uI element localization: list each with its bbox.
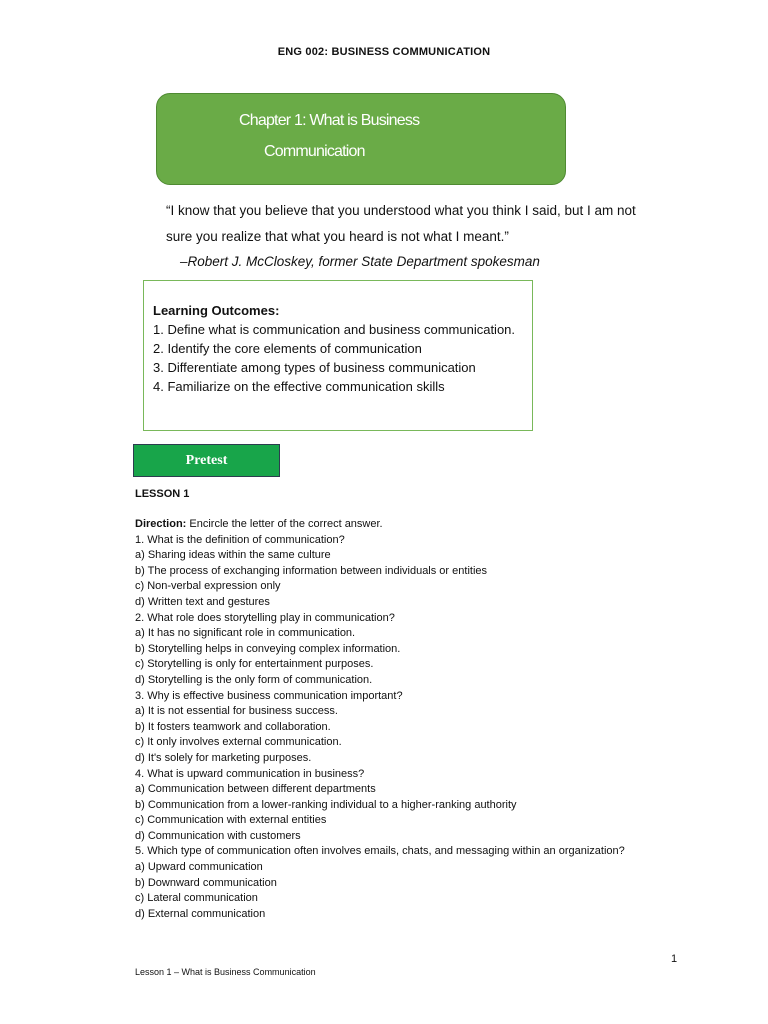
- answer-option: a) Communication between different departments: [135, 783, 376, 796]
- direction-line: [135, 517, 695, 533]
- answer-option: a) It is not essential for business success.: [135, 705, 338, 718]
- answer-option: a) Upward communication: [135, 861, 263, 874]
- pretest-banner: Pretest: [133, 444, 280, 477]
- answer-option: c) Storytelling is only for entertainment purposes.: [135, 658, 374, 671]
- direction-label: Direction:: [135, 518, 187, 530]
- answer-option: d) Communication with customers: [135, 829, 301, 842]
- answer-option: d) Storytelling is the only form of communication.: [135, 673, 373, 686]
- answer-option: c) Non-verbal expression only: [135, 580, 281, 593]
- answer-option: b) It fosters teamwork and collaboration.: [135, 720, 331, 733]
- question-text: 5. Which type of communication often involves emails, chats, and messaging within an organization?: [135, 845, 625, 858]
- answer-option: b) Communication from a lower-ranking individual to a higher-ranking authority: [135, 798, 517, 811]
- answer-option: a) It has no significant role in communication.: [135, 627, 356, 640]
- learning-outcomes-box: [143, 280, 533, 431]
- question-list: [135, 517, 695, 922]
- answer-option: a) Sharing ideas within the same culture: [135, 549, 331, 562]
- epigraph-author: –Robert J. McCloskey, former State Department spokesman: [180, 254, 540, 269]
- question-text: 3. Why is effective business communication important?: [135, 689, 403, 702]
- question-text: 1. What is the definition of communication?: [135, 533, 345, 546]
- answer-option: b) Storytelling helps in conveying complex information.: [135, 642, 401, 655]
- answer-option: d) It's solely for marketing purposes.: [135, 751, 312, 764]
- answer-option: b) The process of exchanging information between individuals or entities: [135, 564, 487, 577]
- epigraph-quote: “I know that you believe that you understood what you think I said, but I am not sure you realize that what you heard is not what I meant.”: [166, 203, 636, 244]
- answer-option: c) It only involves external communication.: [135, 736, 342, 749]
- learning-outcomes-title: Learning Outcomes:: [153, 303, 280, 318]
- learning-outcome-item: 3. Differentiate among types of business communication: [153, 360, 476, 375]
- learning-outcome-item: 1. Define what is communication and business communication.: [153, 322, 516, 337]
- answer-option: d) Written text and gestures: [135, 595, 270, 608]
- lesson-heading: LESSON 1: [135, 488, 190, 500]
- question-text: 4. What is upward communication in business?: [135, 767, 365, 780]
- chapter-title-line-1: Chapter 1: What is Business: [239, 112, 420, 129]
- learning-outcome-item: 4. Familiarize on the effective communication skills: [153, 379, 445, 394]
- answer-option: b) Downward communication: [135, 876, 277, 889]
- answer-option: c) Communication with external entities: [135, 814, 327, 827]
- answer-option: c) Lateral communication: [135, 892, 258, 905]
- page-number: 1: [671, 953, 678, 965]
- learning-outcome-item: 2. Identify the core elements of communication: [153, 341, 422, 356]
- running-header: ENG 002: BUSINESS COMMUNICATION: [277, 46, 491, 58]
- chapter-title-line-2: Communication: [264, 143, 365, 160]
- running-footer: Lesson 1 – What is Business Communication: [135, 967, 316, 977]
- chapter-title-box: [156, 93, 566, 185]
- question-text: 2. What role does storytelling play in communication?: [135, 611, 395, 624]
- answer-option: d) External communication: [135, 907, 266, 920]
- direction-text: Encircle the letter of the correct answer.: [186, 518, 383, 530]
